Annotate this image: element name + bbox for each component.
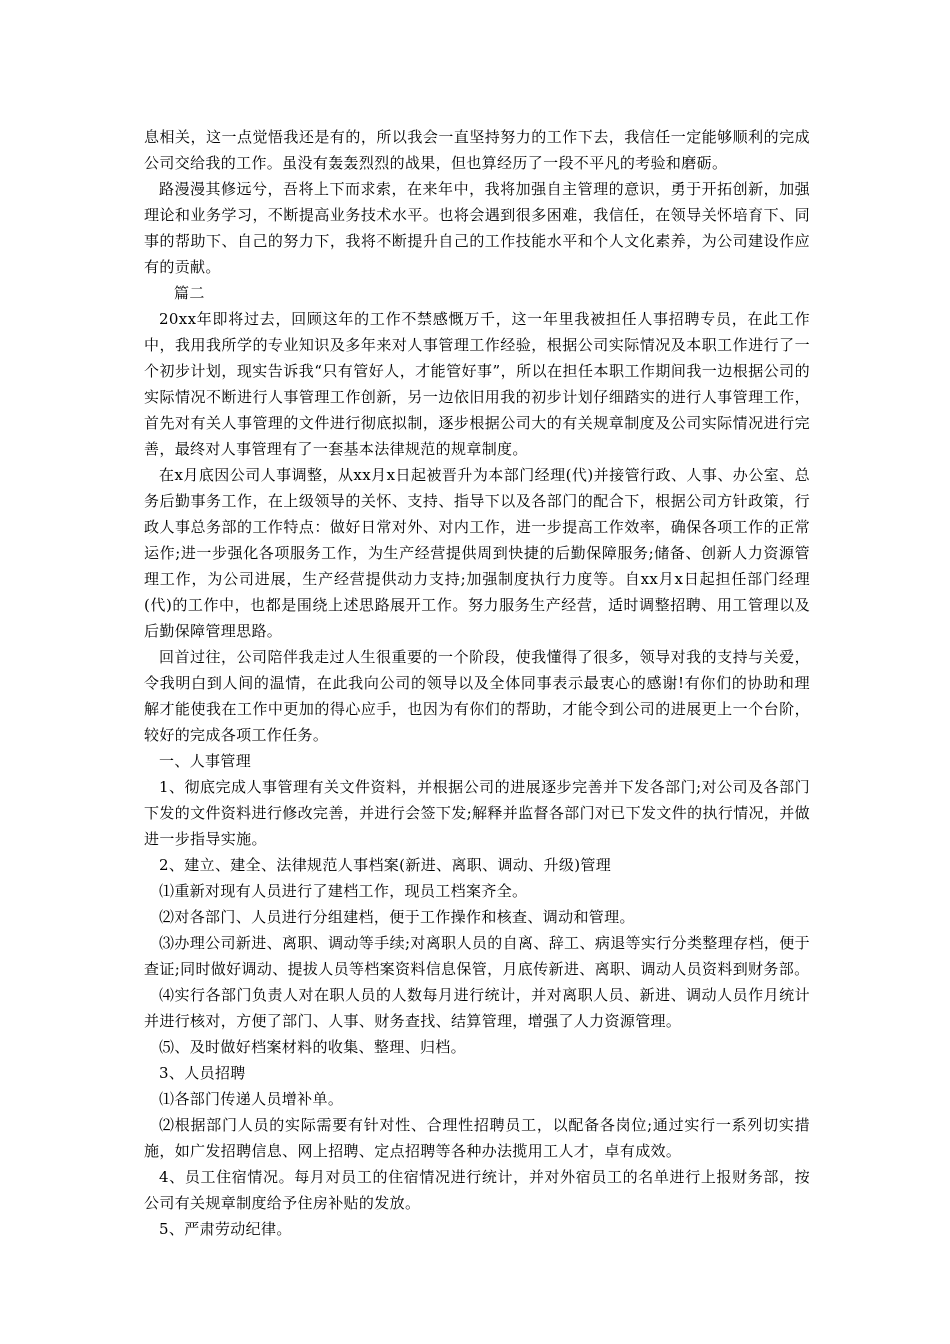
paragraph-continuation: 息相关，这一点觉悟我还是有的，所以我会一直坚持努力的工作下去，我信任一定能够顺利的完成公司交给我的工作。虽没有轰轰烈烈的战果，但也算经历了一段不平凡的考验和磨砺。	[144, 128, 810, 172]
sub-item-2-5: ⑸、及时做好档案材料的收集、整理、归档。	[159, 1038, 467, 1056]
document-body	[144, 124, 810, 1242]
list-item-2: 2、建立、建全、法律规范人事档案(新进、离职、调动、升级)管理	[159, 856, 612, 874]
paragraph-outlook: 路漫漫其修远兮，吾将上下而求索，在来年中，我将加强自主管理的意识，勇于开拓创新，加强理论和业务学习，不断提高业务技术水平。也将会遇到很多困难，我信任，在领导关怀培育下、同事的帮助下、自己的努力下，我将不断提升自己的工作技能水平和个人文化素养，为公司建设作应有的贡献。	[144, 180, 810, 276]
sub-item-2-1: ⑴重新对现有人员进行了建档工作，现员工档案齐全。	[159, 882, 528, 900]
list-item-1: 1、彻底完成人事管理有关文件资料，并根据公司的进展逐步完善并下发各部门;对公司及各部门下发的文件资料进行修改完善，并进行会签下发;解释并监督各部门对已下发文件的执行情况，并做进一步指导实施。	[144, 778, 810, 848]
sub-item-2-2: ⑵对各部门、人员进行分组建档，便于工作操作和核查、调动和管理。	[159, 908, 635, 926]
sub-item-2-3: ⑶办理公司新进、离职、调动等手续;对离职人员的自离、辞工、病退等实行分类整理存档，便于查证;同时做好调动、提拔人员等档案资料信息保管，月底传新进、离职、调动人员资料到财务部。	[144, 934, 810, 978]
paragraph-year-review: 20xx年即将过去，回顾这年的工作不禁感慨万千，这一年里我被担任人事招聘专员，在此工作中，我用我所学的专业知识及多年来对人事管理工作经验，根据公司实际情况及本职工作进行了一个初步计划，现实告诉我“只有管好人，才能管好事”，所以在担任本职工作期间我一边根据公司的实际情况不断进行人事管理工作创新，另一边依旧用我的初步计划仔细踏实的进行人事管理工作，首先对有关人事管理的文件进行彻底拟制，逐步根据公司大的有关规章制度及公司实际情况进行完善，最终对人事管理有了一套基本法律规范的规章制度。	[144, 310, 810, 458]
list-item-4: 4、员工住宿情况。每月对员工的住宿情况进行统计，并对外宿员工的名单进行上报财务部，按公司有关规章制度给予住房补贴的发放。	[144, 1168, 810, 1212]
paragraph-promotion: 在x月底因公司人事调整，从xx月x日起被晋升为本部门经理(代)并接管行政、人事、办公室、总务后勤事务工作，在上级领导的关怀、支持、指导下以及各部门的配合下，根据公司方针政策，行政人事总务部的工作特点：做好日常对外、对内工作，进一步提高工作效率，确保各项工作的正常运作;进一步强化各项服务工作，为生产经营提供周到快捷的后勤保障服务;储备、创新人力资源管理工作，为公司进展，生产经营提供动力支持;加强制度执行力度等。自xx月x日起担任部门经理(代)的工作中，也都是围绕上述思路展开工作。努力服务生产经营，适时调整招聘、用工管理以及后勤保障管理思路。	[144, 466, 810, 640]
list-item-5: 5、严肃劳动纪律。	[159, 1220, 292, 1238]
heading-personnel-management: 一、人事管理	[159, 752, 252, 770]
sub-item-2-4: ⑷实行各部门负责人对在职人员的人数每月进行统计，并对离职人员、新进、调动人员作月统计并进行核对，方便了部门、人事、财务查找、结算管理，增强了人力资源管理。	[144, 986, 810, 1030]
list-item-3: 3、人员招聘	[159, 1064, 246, 1082]
paragraph-gratitude: 回首过往，公司陪伴我走过人生很重要的一个阶段，使我懂得了很多，领导对我的支持与关爱，令我明白到人间的温情，在此我向公司的领导以及全体同事表示最衷心的感谢!有你们的协助和理解才能使我在工作中更加的得心应手，也因为有你们的帮助，才能令到公司的进展更上一个台阶，较好的完成各项工作任务。	[144, 648, 810, 744]
section-heading-part-two: 篇二	[174, 284, 205, 302]
sub-item-3-2: ⑵根据部门人员的实际需要有针对性、合理性招聘员工，以配备各岗位;通过实行一系列切实措施，如广发招聘信息、网上招聘、定点招聘等各种办法揽用工人才，卓有成效。	[144, 1116, 810, 1160]
sub-item-3-1: ⑴各部门传递人员增补单。	[159, 1090, 344, 1108]
